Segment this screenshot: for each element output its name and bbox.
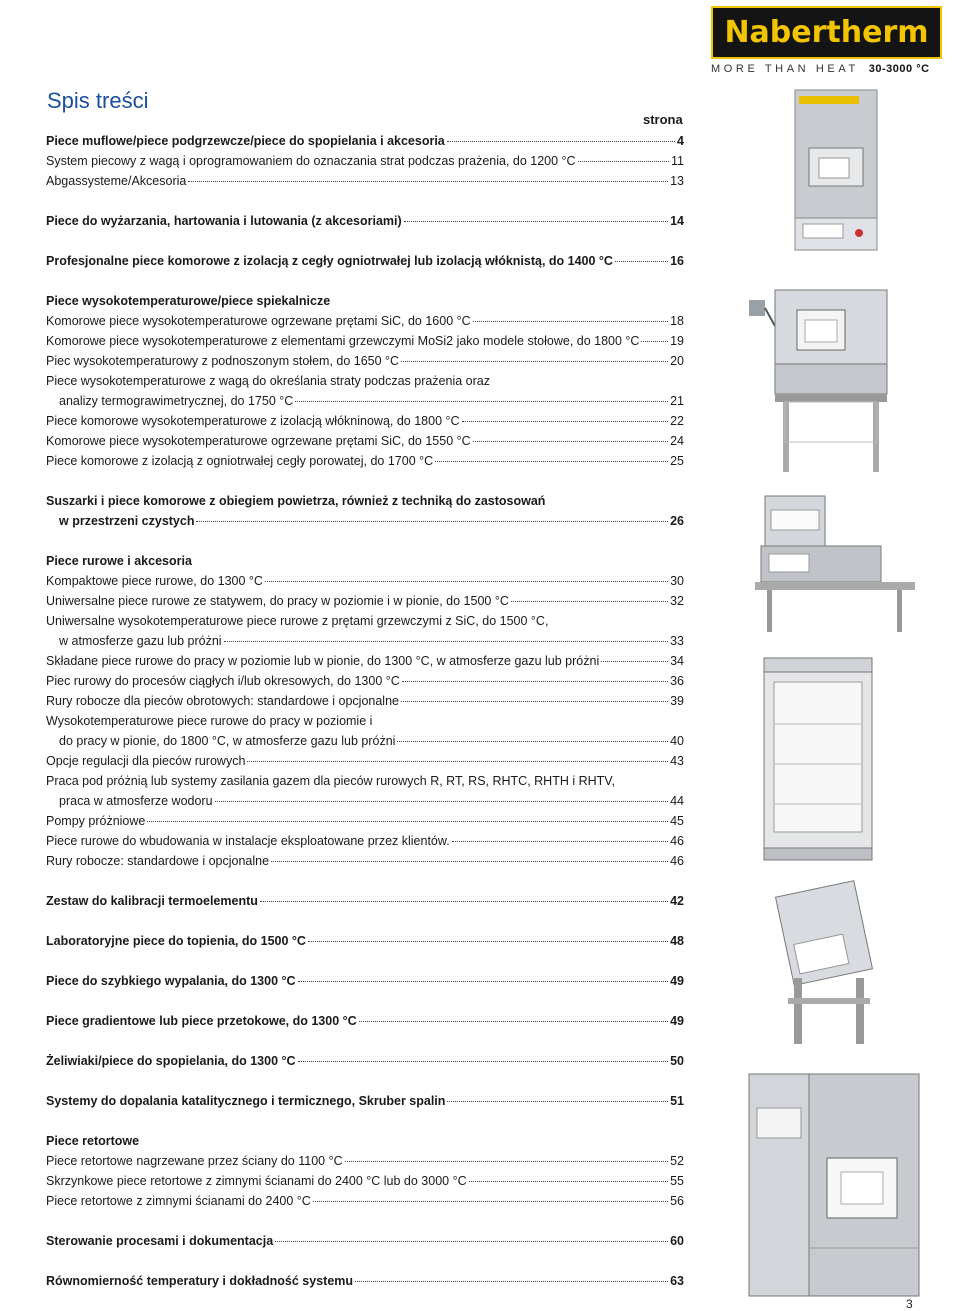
toc-entry[interactable] — [46, 634, 684, 654]
toc-entry[interactable] — [46, 1274, 684, 1294]
toc-spacer — [46, 1034, 684, 1054]
toc-heading: Uniwersalne wysokotemperaturowe piece rurowe z prętami grzewczymi z SiC, do 1500 °C, — [46, 614, 549, 628]
logo-text: Nabertherm — [724, 15, 929, 50]
toc-entry-label: Piece muflowe/piece podgrzewcze/piece do spopielania i akcesoria — [46, 134, 445, 148]
temp-range: 30-3000 °C — [868, 63, 930, 75]
toc-leader-dots — [462, 421, 669, 422]
toc-entry-label: Skrzynkowe piece retortowe z zimnymi ścianami do 2400 °C lub do 3000 °C — [46, 1174, 467, 1188]
toc-spacer — [46, 194, 684, 214]
toc-entry[interactable] — [46, 1014, 684, 1034]
toc-entry-label: System piecowy z wagą i oprogramowaniem do oznaczania strat podczas prażenia, do 1200 °C — [46, 154, 576, 168]
toc-entry-label: Składane piece rurowe do pracy w poziomie lub w pionie, do 1300 °C, w atmosferze gazu lub próżni — [46, 654, 600, 668]
toc-entry[interactable] — [46, 694, 684, 714]
toc-entry-page: 4 — [677, 134, 684, 148]
toc-entry-label: Kompaktowe piece rurowe, do 1300 °C — [46, 574, 263, 588]
toc-entry[interactable] — [46, 854, 684, 874]
toc-entry[interactable] — [46, 934, 684, 954]
toc-leader-dots — [447, 1101, 668, 1102]
toc-entry-page: 40 — [670, 734, 684, 748]
toc-leader-dots — [401, 361, 668, 362]
toc-entry-label: w atmosferze gazu lub próżni — [59, 634, 222, 648]
toc-entry-label: Komorowe piece wysokotemperaturowe ogrzewane prętami SiC, do 1600 °C — [46, 314, 471, 328]
toc-entry-label: Piece komorowe wysokotemperaturowe z izolacją włókninową, do 1800 °C — [46, 414, 460, 428]
toc-leader-dots — [260, 901, 668, 902]
toc-entry-label: Zestaw do kalibracji termoelementu — [46, 894, 258, 908]
toc-heading: Wysokotemperaturowe piece rurowe do pracy w poziomie i — [46, 714, 373, 728]
toc-entry-page: 22 — [670, 414, 684, 428]
toc-leader-dots — [401, 701, 668, 702]
toc-entry[interactable] — [46, 654, 684, 674]
toc-entry-page: 45 — [670, 814, 684, 828]
toc-leader-dots — [473, 441, 668, 442]
toc-leader-dots — [345, 1161, 668, 1162]
toc-leader-dots — [435, 461, 668, 462]
toc-entry[interactable] — [46, 1234, 684, 1254]
toc-entry[interactable] — [46, 454, 684, 474]
toc-entry[interactable] — [46, 134, 684, 154]
toc-entry-label: Żeliwiaki/piece do spopielania, do 1300 °C — [46, 1054, 296, 1068]
toc-entry-page: 48 — [670, 934, 684, 948]
toc-leader-dots — [247, 761, 668, 762]
toc-entry-page: 24 — [670, 434, 684, 448]
toc-entry[interactable] — [46, 414, 684, 434]
toc-spacer — [46, 1114, 684, 1134]
toc-entry[interactable] — [46, 594, 684, 614]
toc-entry[interactable] — [46, 174, 684, 194]
toc-entry-page: 49 — [670, 974, 684, 988]
toc-spacer — [46, 1074, 684, 1094]
toc-entry-page: 26 — [670, 514, 684, 528]
page-column-label: strona — [643, 112, 683, 127]
toc-entry-page: 25 — [670, 454, 684, 468]
toc-entry[interactable] — [46, 334, 684, 354]
toc-heading: Piece wysokotemperaturowe z wagą do określania straty podczas prażenia oraz — [46, 374, 490, 388]
toc-entry-label: Piece rurowe do wbudowania w instalacje eksploatowane przez klientów. — [46, 834, 450, 848]
toc-entry-page: 16 — [670, 254, 684, 268]
toc-leader-dots — [473, 321, 668, 322]
toc-leader-dots — [469, 1181, 668, 1182]
toc-entry-page: 39 — [670, 694, 684, 708]
toc-leader-dots — [188, 181, 668, 182]
toc-entry-page: 46 — [670, 834, 684, 848]
toc-entry-label: Rury robocze dla pieców obrotowych: standardowe i opcjonalne — [46, 694, 399, 708]
toc-entry-page: 56 — [670, 1194, 684, 1208]
toc-entry-label: Komorowe piece wysokotemperaturowe z elementami grzewczymi MoSi2 jako modele stołowe, do 1800 °C — [46, 334, 640, 348]
high-temperature-furnace-image — [745, 286, 893, 476]
toc-entry[interactable] — [46, 394, 684, 414]
toc-entry-page: 34 — [670, 654, 684, 668]
toc-entry-page: 19 — [670, 334, 684, 348]
toc-leader-dots — [313, 1201, 668, 1202]
page-title: Spis treści — [47, 88, 149, 113]
toc-spacer — [46, 274, 684, 294]
toc-heading: Suszarki i piece komorowe z obiegiem powietrza, również z techniką do zastosowań — [46, 494, 546, 508]
toc-entry[interactable] — [46, 834, 684, 854]
toc-entry-page: 52 — [670, 1154, 684, 1168]
toc-entry-label: w przestrzeni czystych — [59, 514, 195, 528]
toc-leader-dots — [308, 941, 668, 942]
toc-leader-dots — [402, 681, 668, 682]
toc-entry-page: 46 — [670, 854, 684, 868]
toc-entry-label: Pompy próżniowe — [46, 814, 146, 828]
toc-entry-label: praca w atmosferze wodoru — [59, 794, 213, 808]
toc-entry-label: Piece do szybkiego wypalania, do 1300 °C — [46, 974, 296, 988]
toc-entry-label: Piece gradientowe lub piece przetokowe, do 1300 °C — [46, 1014, 357, 1028]
toc-entry-label: Sterowanie procesami i dokumentacja — [46, 1234, 274, 1248]
toc-entry-label: Piece komorowe z izolacją z ogniotrwałej cegły porowatej, do 1700 °C — [46, 454, 434, 468]
toc-heading: Piece wysokotemperaturowe/piece spiekalnicze — [46, 294, 331, 308]
toc-entry-label: Uniwersalne piece rurowe ze statywem, do pracy w poziomie i w pionie, do 1500 °C — [46, 594, 509, 608]
toc-entry[interactable] — [46, 974, 684, 994]
toc-leader-dots — [397, 741, 668, 742]
toc-entry-page: 42 — [670, 894, 684, 908]
toc-leader-dots — [404, 221, 668, 222]
toc-leader-dots — [452, 841, 668, 842]
toc-spacer — [46, 954, 684, 974]
toc-entry[interactable] — [46, 1154, 684, 1174]
toc-entry-page: 55 — [670, 1174, 684, 1188]
toc-leader-dots — [601, 661, 668, 662]
toc-entry-page: 11 — [671, 154, 684, 168]
toc-heading: Piece retortowe — [46, 1134, 140, 1148]
toc-leader-dots — [271, 861, 668, 862]
toc-heading: Piece rurowe i akcesoria — [46, 554, 192, 568]
toc-leader-dots — [298, 981, 669, 982]
toc-entry-label: Piece retortowe z zimnymi ścianami do 2400 °C — [46, 1194, 311, 1208]
toc-entry-label: Abgassysteme/Akcesoria — [46, 174, 187, 188]
tagline-text: MORE THAN HEAT — [711, 63, 859, 75]
page-number: 3 — [906, 1297, 913, 1311]
toc-leader-dots — [511, 601, 668, 602]
toc-leader-dots — [298, 1061, 669, 1062]
toc-leader-dots — [224, 641, 669, 642]
toc-entry[interactable] — [46, 1054, 684, 1074]
toc-entry[interactable] — [46, 434, 684, 454]
melting-furnace-image — [770, 868, 896, 1048]
toc-entry-page: 14 — [670, 214, 684, 228]
toc-entry-page: 60 — [670, 1234, 684, 1248]
toc-leader-dots — [196, 521, 668, 522]
toc-entry-page: 18 — [670, 314, 684, 328]
toc-leader-dots — [447, 141, 675, 142]
toc-entry[interactable] — [46, 354, 684, 374]
drying-oven-image — [760, 654, 884, 864]
toc-entry-page: 21 — [670, 394, 684, 408]
toc-spacer — [46, 994, 684, 1014]
toc-entry-label: Piece retortowe nagrzewane przez ściany do 1100 °C — [46, 1154, 343, 1168]
muffle-furnace-image — [785, 86, 889, 256]
toc-entry[interactable] — [46, 314, 684, 334]
toc-entry-page: 44 — [670, 794, 684, 808]
toc-entry-page: 33 — [670, 634, 684, 648]
toc-leader-dots — [578, 161, 669, 162]
toc-entry-page: 13 — [670, 174, 684, 188]
tube-furnace-image — [755, 488, 917, 634]
toc-entry-label: Piec rurowy do procesów ciągłych i/lub okresowych, do 1300 °C — [46, 674, 400, 688]
toc-spacer — [46, 874, 684, 894]
toc-entry-page: 32 — [670, 594, 684, 608]
toc-heading: Praca pod próżnią lub systemy zasilania gazem dla pieców rurowych R, RT, RS, RHTC, RHTH i RHTV, — [46, 774, 615, 788]
toc-entry[interactable] — [46, 734, 684, 754]
toc-spacer — [46, 534, 684, 554]
toc-leader-dots — [265, 581, 668, 582]
toc-entry-label: analizy termograwimetrycznej, do 1750 °C — [59, 394, 294, 408]
toc-spacer — [46, 474, 684, 494]
toc-spacer — [46, 914, 684, 934]
table-of-contents — [46, 134, 684, 1294]
toc-entry-page: 63 — [670, 1274, 684, 1288]
toc-leader-dots — [359, 1021, 668, 1022]
toc-entry-label: Piec wysokotemperaturowy z podnoszonym stołem, do 1650 °C — [46, 354, 400, 368]
toc-entry-label: do pracy w pionie, do 1800 °C, w atmosferze gazu lub próżni — [59, 734, 396, 748]
toc-entry-page: 50 — [670, 1054, 684, 1068]
toc-entry-label: Systemy do dopalania katalitycznego i termicznego, Skruber spalin — [46, 1094, 446, 1108]
toc-entry-label: Opcje regulacji dla pieców rurowych — [46, 754, 246, 768]
toc-entry[interactable] — [46, 814, 684, 834]
toc-entry[interactable] — [46, 754, 684, 774]
toc-entry-label: Komorowe piece wysokotemperaturowe ogrzewane prętami SiC, do 1550 °C — [46, 434, 471, 448]
tagline — [711, 63, 943, 75]
toc-entry-label: Równomierność temperatury i dokładność systemu — [46, 1274, 354, 1288]
toc-spacer — [46, 1214, 684, 1234]
toc-leader-dots — [215, 801, 669, 802]
toc-leader-dots — [275, 1241, 668, 1242]
toc-entry-label: Piece do wyżarzania, hartowania i lutowania (z akcesoriami) — [46, 214, 402, 228]
toc-entry-label: Rury robocze: standardowe i opcjonalne — [46, 854, 270, 868]
toc-entry-page: 43 — [670, 754, 684, 768]
toc-spacer — [46, 234, 684, 254]
toc-entry[interactable] — [46, 154, 684, 174]
toc-entry[interactable] — [46, 1174, 684, 1194]
toc-entry-page: 20 — [670, 354, 684, 368]
toc-spacer — [46, 1254, 684, 1274]
toc-leader-dots — [355, 1281, 668, 1282]
toc-entry-label: Profesjonalne piece komorowe z izolacją z cegły ogniotrwałej lub izolacją włóknistą, do 1400 °C — [46, 254, 613, 268]
toc-entry[interactable] — [46, 674, 684, 694]
toc-entry[interactable] — [46, 574, 684, 594]
nabertherm-logo — [711, 6, 942, 59]
toc-entry-page: 36 — [670, 674, 684, 688]
toc-entry-label: Laboratoryjne piece do topienia, do 1500 °C — [46, 934, 306, 948]
retort-furnace-image — [745, 1068, 925, 1304]
toc-entry[interactable] — [46, 514, 684, 534]
toc-leader-dots — [641, 341, 668, 342]
toc-entry[interactable] — [46, 794, 684, 814]
toc-entry[interactable] — [46, 214, 684, 234]
toc-entry-page: 49 — [670, 1014, 684, 1028]
toc-entry[interactable] — [46, 1094, 684, 1114]
toc-entry-page: 51 — [670, 1094, 684, 1108]
toc-leader-dots — [615, 261, 668, 262]
toc-entry-page: 30 — [670, 574, 684, 588]
toc-entry[interactable] — [46, 894, 684, 914]
toc-leader-dots — [295, 401, 668, 402]
toc-entry[interactable] — [46, 254, 684, 274]
toc-entry[interactable] — [46, 1194, 684, 1214]
toc-leader-dots — [147, 821, 668, 822]
